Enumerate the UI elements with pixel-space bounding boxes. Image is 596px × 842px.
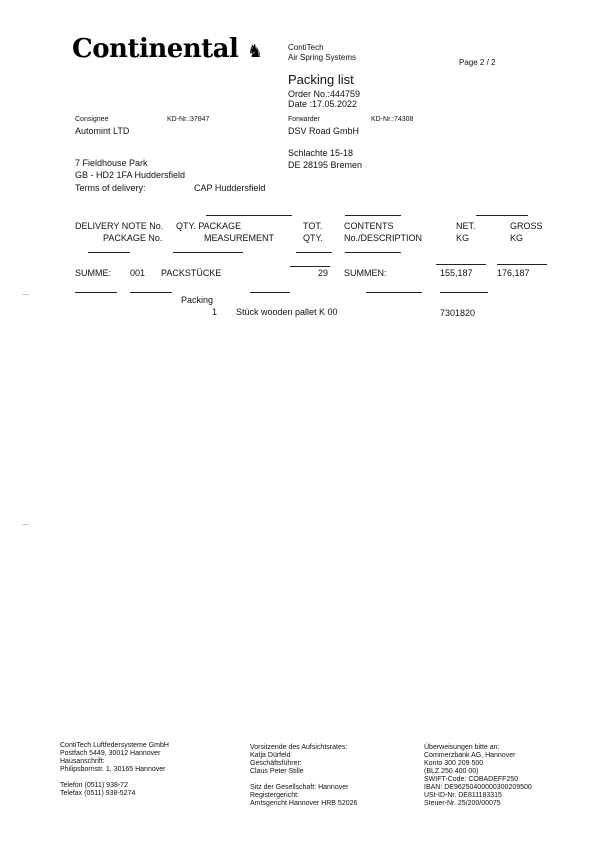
col-qty-package-header: QTY. PACKAGE <box>176 221 242 231</box>
consignee-number: KD-Nr.:37847 <box>167 116 210 123</box>
footer-management-line: Vorsitzende des Aufsichtsrates: <box>250 744 348 751</box>
forwarder-label: Forwarder <box>288 116 320 123</box>
consignee-street: 7 Fieldhouse Park <box>75 158 148 168</box>
punch-hole-mark: ⌒ <box>22 295 29 302</box>
packing-code: 7301820 <box>440 308 476 318</box>
col-measurement-header: MEASUREMENT <box>204 233 275 243</box>
gross-weight-total: 176,187 <box>497 268 530 278</box>
net-weight-total: 155,187 <box>440 268 473 278</box>
header-underline <box>296 252 332 253</box>
col-net-header: NET. <box>456 221 476 231</box>
footer-management-line: Amtsgericht Hannover HRB 52026 <box>250 800 358 807</box>
footer-bank-line: SWIFT-Code: COBADEFF250 <box>424 776 519 783</box>
footer-company-line: Philipsbornstr. 1, 30165 Hannover <box>60 766 166 773</box>
summary-rule <box>497 264 547 265</box>
footer-management-line: Registergericht: <box>250 792 300 799</box>
division-subname: Air Spring Systems <box>288 53 357 62</box>
footer-company-line: Telefon (0511) 938-72 <box>60 782 128 789</box>
summary-underline <box>250 292 290 293</box>
header-underline <box>345 252 401 253</box>
forwarder-city: DE 28195 Bremen <box>288 160 363 170</box>
packing-qty: 1 <box>212 307 218 317</box>
consignee-city: GB - HD2 1FA Huddersfield <box>75 170 186 180</box>
footer-company-line: Telefax (0511) 938-5274 <box>60 790 136 797</box>
col-gross-header: GROSS <box>510 221 543 231</box>
summary-underline <box>366 292 422 293</box>
punch-hole-mark: ⌒ <box>22 525 29 532</box>
header-underline <box>88 252 130 253</box>
terms-label: Terms of delivery: <box>75 183 146 193</box>
package-word: PACKSTÜCKE <box>161 268 222 278</box>
terms-value: CAP Huddersfield <box>194 183 266 193</box>
order-number: Order No.:444759 <box>288 89 361 99</box>
summen-label: SUMMEN: <box>344 268 387 278</box>
col-description-header: No./DESCRIPTION <box>344 233 423 243</box>
footer-company-line: Postfach 5449, 30012 Hannover <box>60 750 161 757</box>
page-number: Page 2 / 2 <box>459 58 496 67</box>
col-package-no-header: PACKAGE No. <box>103 233 163 243</box>
document-date: Date :17.05.2022 <box>288 99 358 109</box>
consignee-name: Automint LTD <box>75 126 130 136</box>
summary-underline <box>75 292 117 293</box>
consignee-label: Consignee <box>75 116 109 123</box>
summary-underline <box>130 292 172 293</box>
summary-underline <box>440 292 488 293</box>
footer-company-line: Hausanschrift: <box>60 758 105 765</box>
footer-management-line: Claus Peter Stille <box>250 768 304 775</box>
col-net-unit-header: KG <box>456 233 470 243</box>
footer-bank-line: Überweisungen bitte an: <box>424 744 500 751</box>
packing-label: Packing <box>181 295 214 305</box>
footer-bank-line: IBAN: DE96250400000300209500 <box>424 784 532 791</box>
header-rule <box>345 215 401 216</box>
package-count: 001 <box>130 268 146 278</box>
footer-company-line: ContiTech Luftfedersysteme GmbH <box>60 742 169 749</box>
footer-management-line: Sitz der Gesellschaft: Hannover <box>250 784 349 791</box>
packing-description: Stück wooden pallet K 00 <box>236 307 338 317</box>
footer-bank-line: USt-ID-Nr. DE811183315 <box>424 792 502 799</box>
header-rule <box>476 215 528 216</box>
total-quantity: 29 <box>318 268 329 278</box>
forwarder-number: KD-Nr.:74308 <box>371 116 414 123</box>
summary-rule <box>290 266 330 267</box>
footer-management-line: Geschäftsführer: <box>250 760 302 767</box>
company-logo: Continental ♞ <box>72 34 263 64</box>
horse-logo-icon: ♞ <box>246 41 263 62</box>
forwarder-name: DSV Road GmbH <box>288 126 360 136</box>
summary-rule <box>436 264 486 265</box>
col-tot-header: TOT. <box>303 221 323 231</box>
col-contents-header: CONTENTS <box>344 221 394 231</box>
header-rule <box>206 215 292 216</box>
footer-bank-line: (BLZ 250 400 00) <box>424 768 479 775</box>
summe-label: SUMME: <box>75 268 111 278</box>
footer-bank-line: Commerzbank AG, Hannover <box>424 752 516 759</box>
forwarder-street: Schlachte 15-18 <box>288 148 354 158</box>
col-delivery-note-header: DELIVERY NOTE No. <box>75 221 164 231</box>
footer-bank-line: Konto 300 209 500 <box>424 760 484 767</box>
footer-management-line: Katja Dürfeld <box>250 752 291 759</box>
col-qty-header: QTY. <box>303 233 323 243</box>
document-title: Packing list <box>288 72 354 87</box>
footer-bank-line: Steuer-Nr. 25/200/00075 <box>424 800 501 807</box>
header-underline <box>173 252 243 253</box>
col-gross-unit-header: KG <box>510 233 524 243</box>
division-name: ContiTech <box>288 43 324 52</box>
